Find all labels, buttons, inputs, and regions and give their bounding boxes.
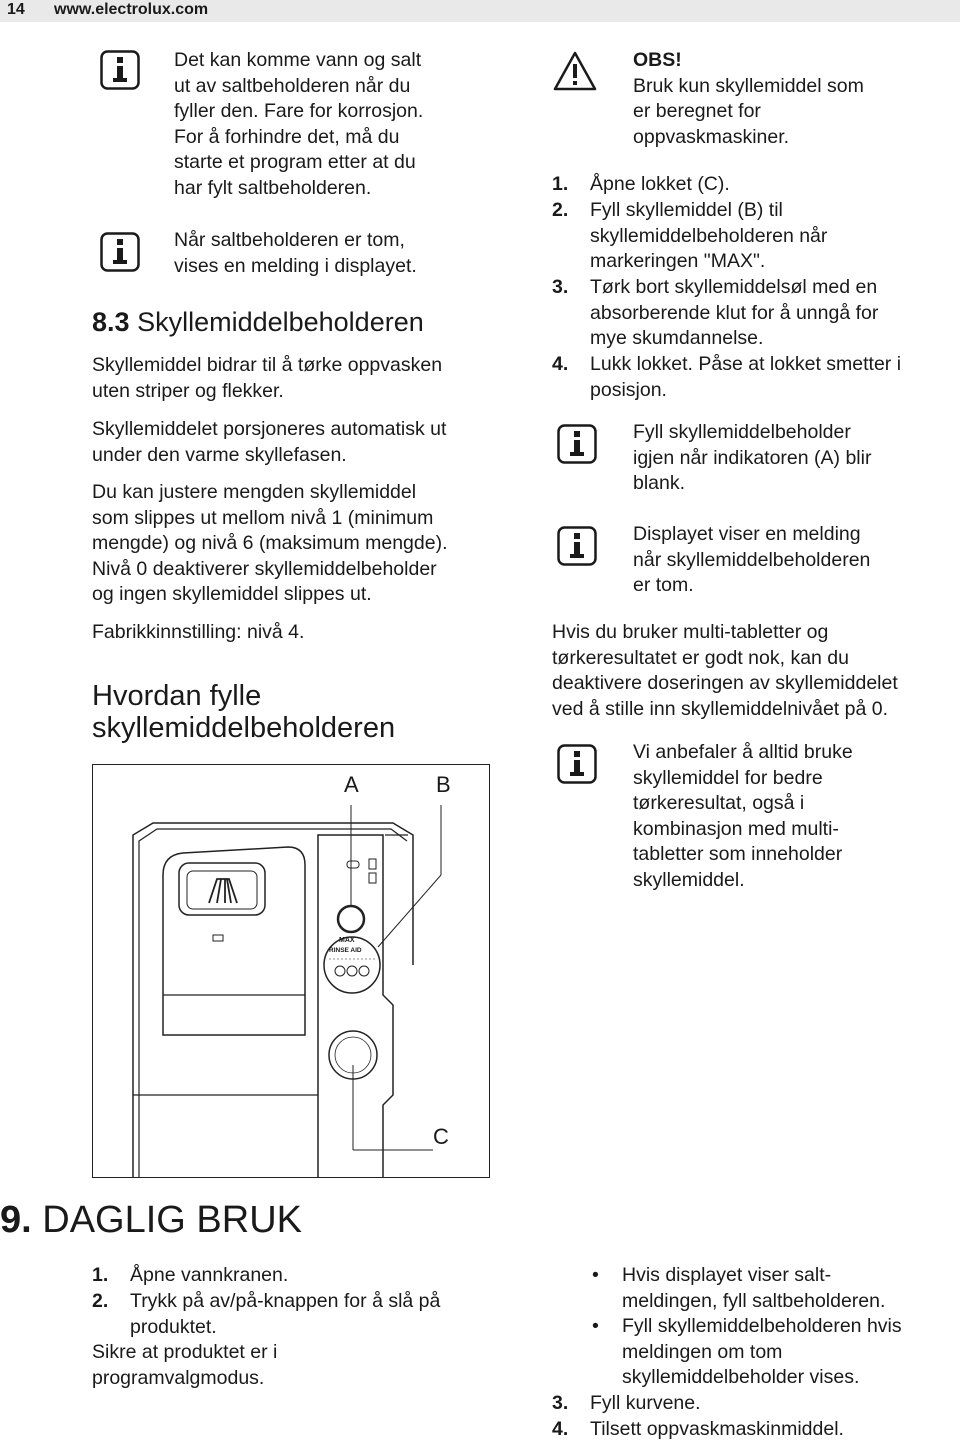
note-line: Fyll skyllemiddelbeholder: [633, 421, 851, 443]
text-line: Du kan justere mengden skyllemiddel: [92, 481, 417, 503]
bullet-item: [622, 1314, 902, 1391]
text-line: Skyllemiddelet porsjoneres automatisk ut: [92, 418, 447, 440]
note-line: skyllemiddel for bedre: [633, 766, 823, 789]
step-line: Tørk bort skyllemiddelsøl med en: [590, 276, 878, 298]
step-item: [130, 1289, 440, 1340]
note-line: har fylt saltbeholderen.: [174, 176, 372, 199]
step-number: 3.: [552, 276, 569, 298]
info-icon: [100, 232, 140, 272]
note-line: er tom.: [633, 574, 694, 596]
step-line: posisjon.: [590, 378, 667, 401]
note-salt-corrosion: [174, 48, 423, 201]
daily-use-steps-right: [552, 1263, 960, 1443]
note-display-message: [633, 522, 870, 599]
warning-title: OBS!: [633, 49, 682, 71]
dial-max-text: MAX: [339, 937, 355, 944]
warning-line: Bruk kun skyllemiddel som: [633, 74, 864, 97]
bullet-item: [622, 1263, 885, 1314]
text-line: og ingen skyllemiddel slippes ut.: [92, 583, 372, 605]
bullet-line: Hvis displayet viser salt-: [622, 1264, 832, 1286]
bullet-line: meldingen om tom: [622, 1340, 783, 1363]
note-line: ut av saltbeholderen når du: [174, 74, 411, 97]
note-line: igjen når indikatoren (A) blir: [633, 446, 872, 469]
step-line: Åpne vannkranen.: [130, 1264, 289, 1286]
note-line: Vi anbefaler å alltid bruke: [633, 741, 853, 763]
step-item: [590, 1391, 701, 1417]
subheading-how-to-fill: [92, 680, 395, 744]
note-recommend-rinse-aid: [633, 740, 853, 893]
text-line: ved å stille inn skyllemiddelnivået på 0.: [552, 697, 889, 720]
text-line: tørkeresultatet er godt nok, kan du: [552, 646, 849, 669]
text-line: som slippes ut mellom nivå 1 (minimum: [92, 506, 434, 529]
step-line: Lukk lokket. Påse at lokket smetter i: [590, 353, 902, 375]
bullet-line: skyllemiddelbeholder vises.: [622, 1366, 860, 1388]
step-number: 2.: [92, 1290, 109, 1312]
warning-icon: [552, 50, 598, 97]
warning-box: [633, 48, 864, 150]
section-number: 8.3: [92, 307, 130, 337]
subheading-line: Hvordan fylle: [92, 680, 262, 712]
step-item: [590, 352, 901, 403]
step-number: 1.: [552, 173, 569, 195]
label-b: B: [436, 772, 451, 797]
step-line: mye skumdannelse.: [590, 327, 764, 349]
section-heading-8-3: [92, 306, 424, 338]
text-line: Sikre at produktet er i: [92, 1341, 278, 1363]
note-line: Når saltbeholderen er tom,: [174, 229, 405, 251]
step-number: 4.: [552, 353, 569, 375]
section-number: 9.: [0, 1199, 32, 1241]
info-icon: [557, 744, 597, 784]
step-line: skyllemiddelbeholderen når: [590, 224, 828, 247]
bullet-icon: •: [592, 1315, 599, 1337]
dial-rinse-aid-text: RINSE AID: [329, 947, 362, 954]
note-line: fyller den. Fare for korrosjon.: [174, 100, 424, 122]
step-line: markeringen "MAX".: [590, 250, 766, 272]
note-line: tabletter som inneholder: [633, 843, 843, 865]
note-line: starte et program etter at du: [174, 151, 416, 173]
subheading-line: skyllemiddelbeholderen: [92, 712, 396, 744]
note-line: kombinasjon med multi-: [633, 817, 839, 840]
note-salt-empty: [174, 228, 417, 279]
text-line: Hvis du bruker multi-tabletter og: [552, 621, 829, 643]
step-number: 1.: [92, 1264, 109, 1286]
note-line: tørkeresultat, også i: [633, 792, 805, 814]
step-item: [590, 172, 730, 198]
note-line: blank.: [633, 472, 686, 494]
text-line: uten striper og flekker.: [92, 379, 284, 402]
rinse-aid-dispenser-illustration: [92, 764, 490, 1178]
note-line: skyllemiddel.: [633, 868, 745, 891]
warning-line: oppvaskmaskiner.: [633, 125, 790, 148]
section-heading-9: [0, 1198, 302, 1242]
step-number: 3.: [552, 1392, 569, 1414]
step-line: Åpne lokket (C).: [590, 173, 730, 195]
step-line: absorberende klut for å unngå for: [590, 301, 879, 324]
label-a: A: [344, 772, 359, 797]
step-item: [590, 1417, 844, 1443]
step-line: Trykk på av/på-knappen for å slå på: [130, 1290, 441, 1312]
section-title: Skyllemiddelbeholderen: [137, 307, 424, 337]
note-line: vises en melding i displayet.: [174, 254, 417, 277]
note-refill-indicator: [633, 420, 871, 497]
warning-line: er beregnet for: [633, 100, 761, 122]
paragraph-multi-tablets: [552, 620, 898, 722]
text-line: programvalgmodus.: [92, 1366, 265, 1389]
step-item: [130, 1263, 288, 1289]
daily-use-steps-left: [92, 1263, 512, 1393]
step-line: produktet.: [130, 1315, 217, 1338]
step-number: 2.: [552, 199, 569, 221]
section-title: DAGLIG BRUK: [42, 1199, 302, 1241]
note-line: Det kan komme vann og salt: [174, 49, 422, 71]
note-line: For å forhindre det, må du: [174, 125, 400, 148]
text-line: Nivå 0 deaktiverer skyllemiddelbeholder: [92, 557, 437, 580]
step-line: Tilsett oppvaskmaskinmiddel.: [590, 1418, 844, 1440]
text-line: mengde) og nivå 6 (maksimum mengde).: [92, 532, 448, 554]
info-icon: [100, 50, 140, 90]
fill-steps-list: [552, 172, 960, 402]
bullet-icon: •: [592, 1264, 599, 1286]
callout-lines: [93, 765, 489, 1177]
note-line: Displayet viser en melding: [633, 523, 861, 545]
website-url: www.electrolux.com: [54, 1, 209, 18]
info-icon: [557, 526, 597, 566]
text-line: deaktivere doseringen av skyllemiddelet: [552, 672, 898, 694]
page-number: 14: [7, 1, 25, 18]
paragraph-rinse-aid-auto: [92, 417, 446, 468]
info-icon: [557, 424, 597, 464]
label-c: C: [433, 1124, 449, 1149]
note-line: når skyllemiddelbeholderen: [633, 548, 871, 571]
step-line: Fyll skyllemiddel (B) til: [590, 199, 783, 221]
step-note: [92, 1340, 277, 1391]
factory-setting: Fabrikkinnstilling: nivå 4.: [92, 621, 305, 643]
step-item: [590, 275, 878, 352]
step-item: [590, 198, 827, 275]
text-line: under den varme skyllefasen.: [92, 443, 347, 466]
text-line: Skyllemiddel bidrar til å tørke oppvasken: [92, 354, 443, 376]
paragraph-rinse-aid-purpose: [92, 353, 442, 404]
bullet-line: Fyll skyllemiddelbeholderen hvis: [622, 1315, 902, 1337]
paragraph-rinse-aid-levels: [92, 480, 448, 608]
bullet-line: meldingen, fyll saltbeholderen.: [622, 1289, 886, 1312]
step-line: Fyll kurvene.: [590, 1392, 701, 1414]
step-number: 4.: [552, 1418, 569, 1440]
